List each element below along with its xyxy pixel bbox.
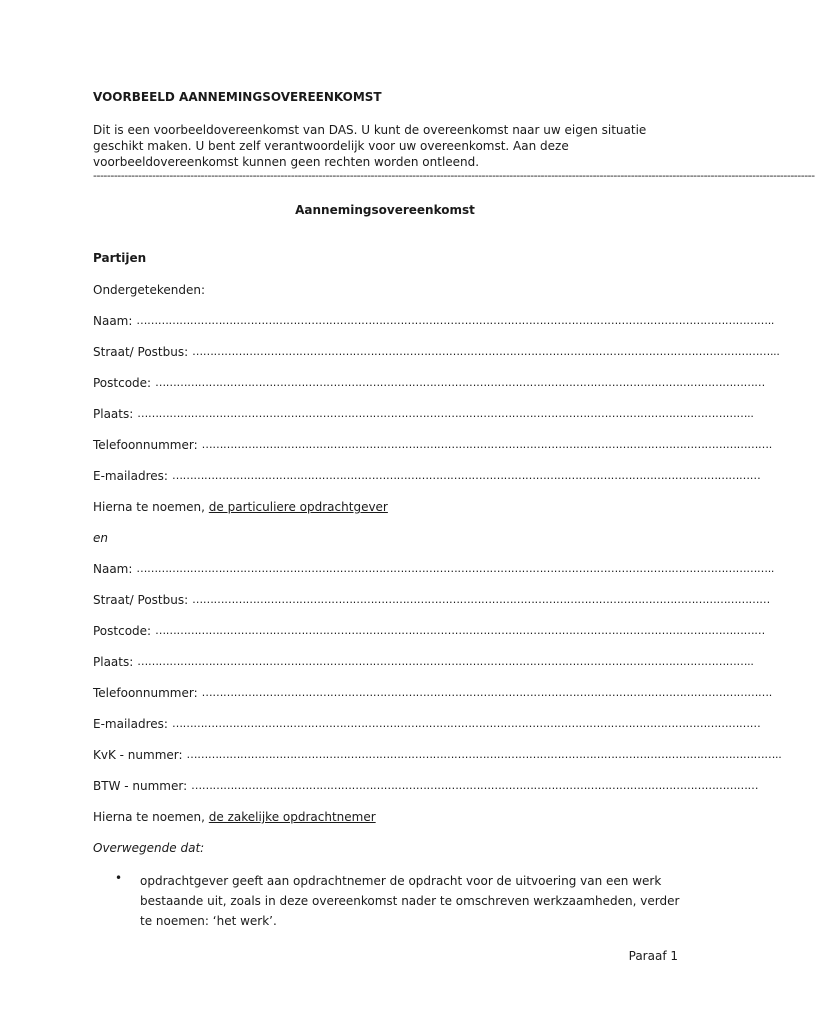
party1-email-field (93, 468, 761, 484)
document-title: VOORBEELD AANNEMINGSOVEREENKOMST (93, 90, 382, 104)
field-label: Telefoonnummer: (93, 686, 198, 700)
party2-vat-field (93, 778, 759, 794)
bullet-icon: • (115, 871, 123, 885)
party2-kvk-field (93, 747, 782, 763)
field-blank: ……………………………………………………………………………………………………………………………………………… (192, 593, 770, 606)
field-blank: ………………………………………………………………………………………………………………………………………………….. (186, 748, 782, 761)
field-blank: ……………………………………………………………………………………………………………………………………………………….. (137, 655, 754, 668)
field-blank: ………………………………………………………………………………………………………………………………………………... (192, 345, 780, 358)
party1-role: de particuliere opdrachtgever (208, 500, 388, 514)
field-blank: …………………………………………………………………………………………………………………………………………………………….. (136, 562, 775, 575)
field-blank: ……………………………………………………………………………………………………………………………………………………… (155, 376, 765, 389)
party2-phone-field (93, 685, 772, 701)
hereafter-prefix: Hierna te noemen, (93, 810, 205, 824)
field-label: Plaats: (93, 407, 134, 421)
party1-city-field (93, 406, 754, 422)
conjunction-en: en (93, 531, 108, 545)
party1-name-field (93, 313, 775, 329)
considering-heading: Overwegende dat: (93, 841, 205, 855)
party2-city-field (93, 654, 754, 670)
field-blank: …………………………………………………………………………………………………………………………………………………………….. (136, 314, 775, 327)
field-label: Postcode: (93, 624, 152, 638)
party1-street-field (93, 344, 780, 360)
field-label: Straat/ Postbus: (93, 345, 189, 359)
party2-role: de zakelijke opdrachtnemer (208, 810, 376, 824)
field-label: Plaats: (93, 655, 134, 669)
field-blank: ………………………………………………………………………………………………………………………………………………… (171, 717, 761, 730)
section-title-parties: Partijen (93, 251, 147, 265)
field-blank: ……………………………………………………………………………………………………………………………………………. (201, 686, 772, 699)
party1-postcode-field (93, 375, 765, 391)
party1-phone-field (93, 437, 772, 453)
field-label: Naam: (93, 314, 133, 328)
party2-name-field (93, 561, 775, 577)
intro-paragraph: Dit is een voorbeeldovereenkomst van DAS. U kunt de overeenkomst naar uw eigen situatie geschikt maken. U bent zelf verantwoordelijk voor uw overeenkomst. Aan deze voorbeeldovereenkomst kunnen geen rechten worden ontleend. (93, 123, 647, 169)
field-blank: ……………………………………………………………………………………………………………………………………………. (201, 438, 772, 451)
field-label: Naam: (93, 562, 133, 576)
field-label: E-mailadres: (93, 717, 168, 731)
party1-hereafter (93, 499, 388, 515)
field-blank: ……………………………………………………………………………………………………………………………………………………… (155, 624, 765, 637)
agreement-heading: Aannemingsovereenkomst (295, 203, 475, 217)
party2-street-field (93, 592, 770, 608)
considering-bullet-text: opdrachtgever geeft aan opdrachtnemer de opdracht voor de uitvoering van een werk bestaande uit, zoals in deze overeenkomst nader te omschreven werkzaamheden, verder te noemen: ‘het werk’. (140, 874, 680, 928)
page-footer-initials: Paraaf 1 (628, 949, 678, 963)
field-label: E-mailadres: (93, 469, 168, 483)
field-label: KvK - nummer: (93, 748, 183, 762)
field-blank: ……………………………………………………………………………………………………………………………………………………….. (137, 407, 754, 420)
party2-hereafter (93, 809, 376, 825)
field-blank: ………………………………………………………………………………………………………………………………………………… (171, 469, 761, 482)
field-label: Telefoonnummer: (93, 438, 198, 452)
field-label: Postcode: (93, 376, 152, 390)
hereafter-prefix: Hierna te noemen, (93, 500, 205, 514)
field-label: BTW - nummer: (93, 779, 188, 793)
party2-email-field (93, 716, 761, 732)
party2-postcode-field (93, 623, 765, 639)
separator-line: ---------------------------------------------------------------------------------------------------------------------------------------------------------------------------------------------------------------- (93, 169, 815, 182)
undersigned-label: Ondergetekenden: (93, 283, 206, 297)
field-blank: …………………………………………………………………………………………………………………………………………… (191, 779, 759, 792)
field-label: Straat/ Postbus: (93, 593, 189, 607)
